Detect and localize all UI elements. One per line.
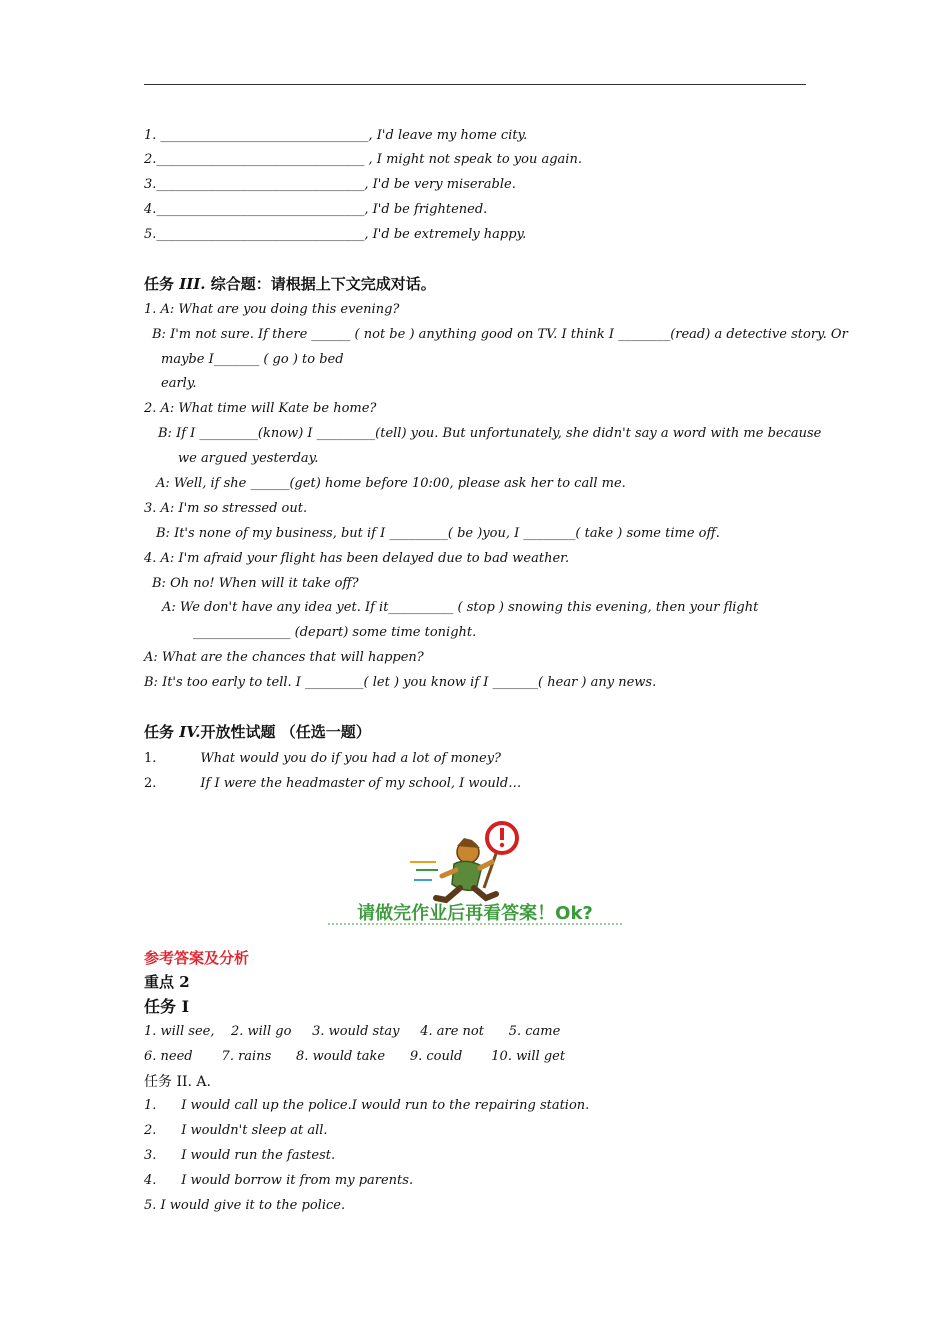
answer-task2-heading: 任务 II. A. [144,1074,211,1090]
open-question: 1. What would you do if you had a lot of money? [144,751,502,766]
answer-line: 3. I would run the fastest. [144,1148,336,1163]
banner-text: 请做完作业后再看答案！Ok? [357,903,593,924]
dialogue-line: B: Oh no! When will it take off? [152,576,359,591]
reminder-banner [326,818,624,928]
sign-pole [484,848,498,888]
task4-heading: 任务 IV.开放性试题 （任选一题） [144,723,371,741]
dialogue-line: B: I'm not sure. If there ______ ( not be ) anything good on TV. I think I ________(read) a detective story. Or [152,327,848,342]
answers-title: 参考答案及分析 [144,949,250,967]
answer-task1-heading: 任务 I [144,997,190,1016]
exercise-line: 2.________________________________ , I might not speak to you again. [144,152,582,167]
answer-line: 4. I would borrow it from my parents. [144,1173,414,1188]
exercise-line: 5.________________________________, I'd be extremely happy. [144,227,527,242]
task3-heading: 任务 III. 综合题：请根据上下文完成对话。 [144,275,436,293]
exercise-line: 1. ________________________________, I'd leave my home city. [144,128,528,143]
dialogue-line: A: What are the chances that will happen? [144,650,424,665]
dialogue-line: B: It's none of my business, but if I _________( be )you, I ________( take ) some time off. [156,526,720,541]
dialogue-line: A: Well, if she ______(get) home before 10:00, please ask her to call me. [156,476,626,491]
dialogue-line: we argued yesterday. [178,451,319,466]
cartoon-body [452,861,482,890]
dialogue-line: early. [161,376,197,391]
dialogue-line: 3. A: I'm so stressed out. [144,501,308,516]
exercise-line: 4.________________________________, I'd be frightened. [144,202,488,217]
dialogue-line: B: If I _________(know) I _________(tell) you. But unfortunately, she didn't say a word with me because [158,426,822,441]
dialogue-line: _______________ (depart) some time tonight. [193,625,477,640]
dialogue-line: 1. A: What are you doing this evening? [144,302,400,317]
dialogue-line: B: It's too early to tell. I _________( let ) you know if I _______( hear ) any news. [144,675,657,690]
answer-line: 1. will see, 2. will go 3. would stay 4. are not 5. came [144,1024,561,1039]
dialogue-line: A: We don't have any idea yet. If it__________ ( stop ) snowing this evening, then your flight [162,600,759,615]
answer-line: 5. I would give it to the police. [144,1198,346,1213]
header-rule [144,84,806,85]
answer-line: 6. need 7. rains 8. would take 9. could 10. will get [144,1049,566,1064]
dialogue-line: maybe I_______ ( go ) to bed [161,352,344,367]
answer-line: 2. I wouldn't sleep at all. [144,1123,328,1138]
point-heading: 重点 2 [144,973,190,991]
dialogue-line: 4. A: I'm afraid your flight has been delayed due to bad weather. [144,551,570,566]
open-question: 2. If I were the headmaster of my school, I would… [144,776,522,791]
dialogue-line: 2. A: What time will Kate be home? [144,401,377,416]
answer-line: 1. I would call up the police.I would run to the repairing station. [144,1098,590,1113]
exercise-line: 3.________________________________, I'd be very miserable. [144,177,516,192]
